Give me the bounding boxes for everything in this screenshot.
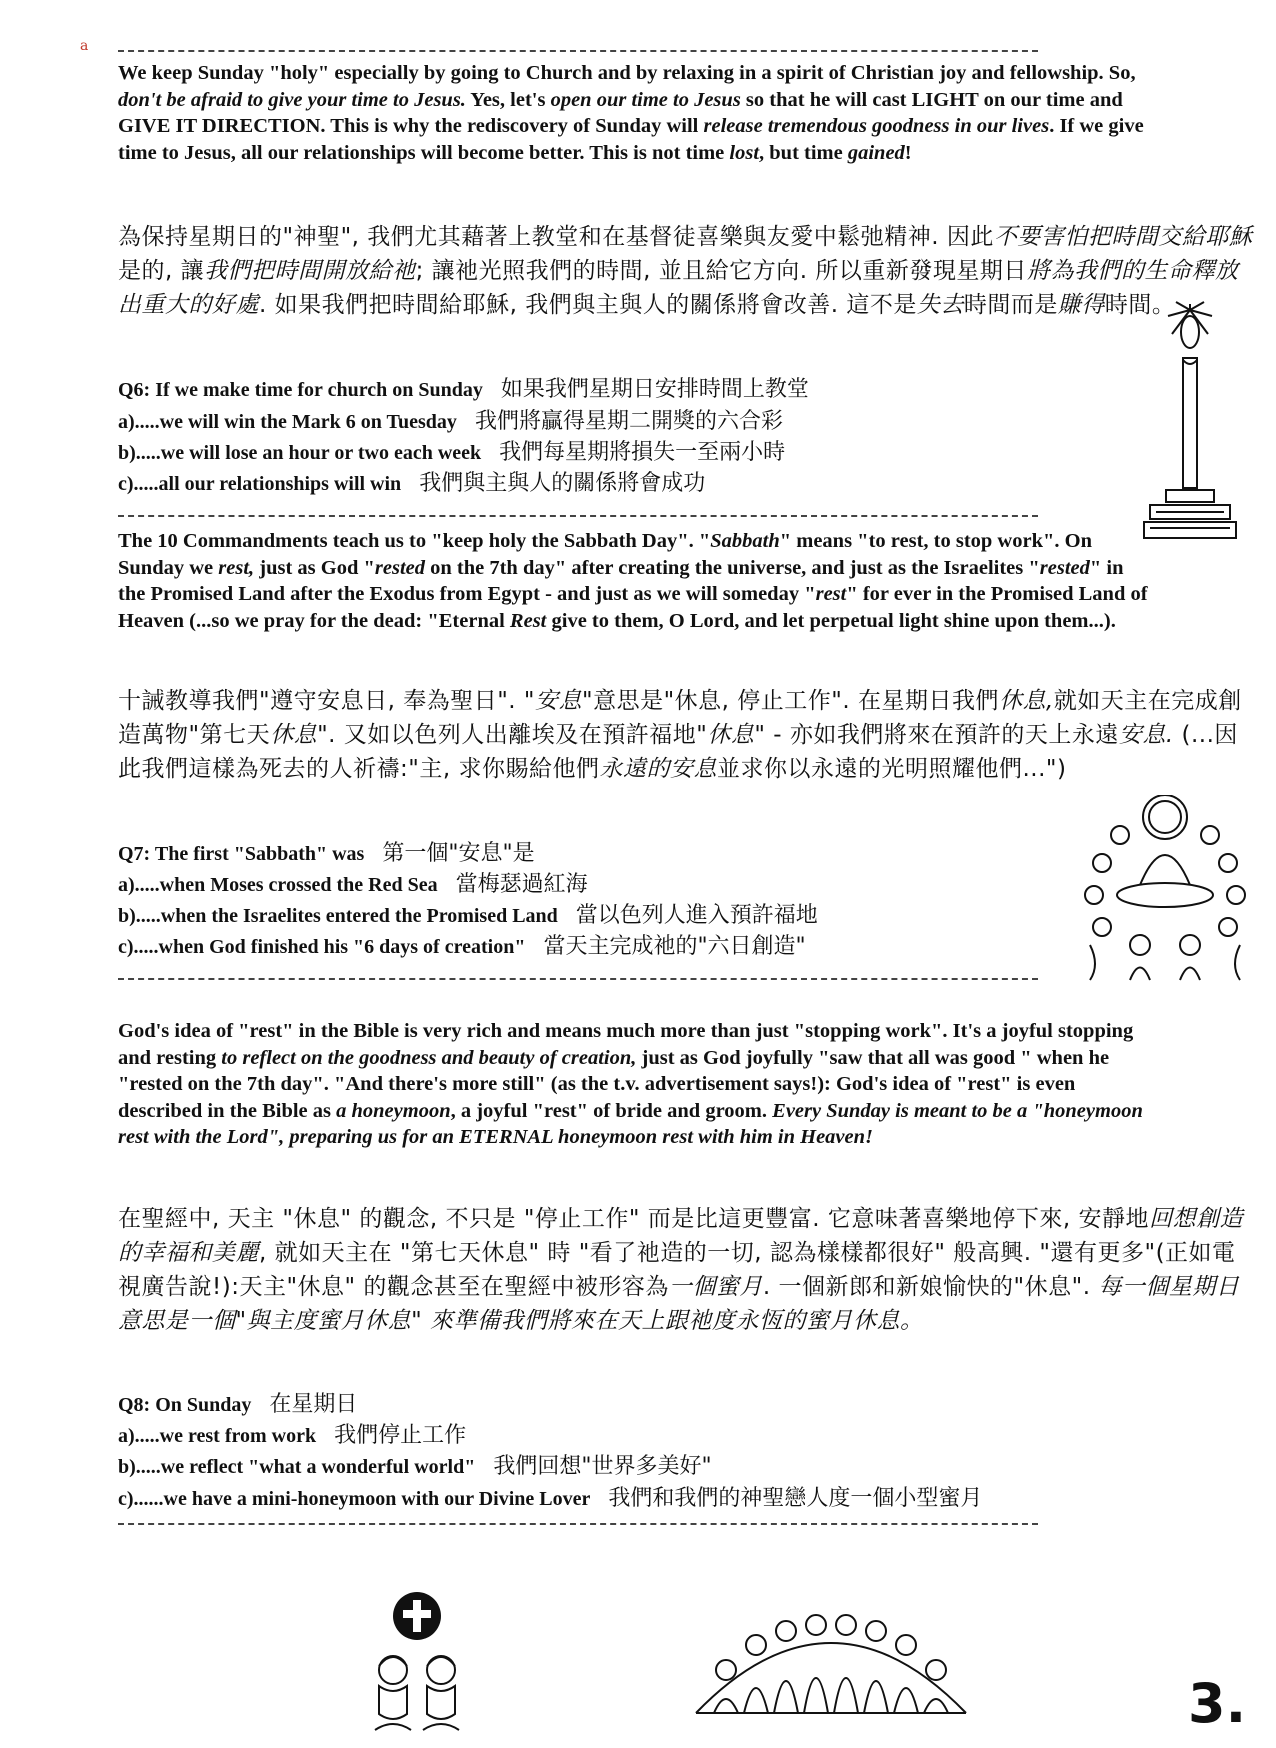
text-run: rested [1039, 556, 1090, 579]
text-run: 安息. [1118, 722, 1174, 748]
q8-option-a[interactable]: a).....we rest from work 我們停止工作 [118, 1423, 467, 1448]
q6-option-b[interactable]: b).....we will lose an hour or two each week 我們每星期將損失一至兩小時 [118, 440, 786, 465]
text-run: on the 7th day" after creating the universe, and just as the Israelites " [425, 556, 1040, 579]
text-run: . 一個新郎和新娘愉快的"休息". [762, 1274, 1099, 1300]
text-run: 為保持星期日的"神聖", 我們尤其藉著上教堂和在基督徒喜樂與友愛中鬆弛精神. 因此 [118, 224, 994, 250]
text-run: open our time to Jesus [550, 88, 741, 111]
text-run: 賺得 [1057, 292, 1105, 318]
text-run: give to them, O Lord, and let perpetual light shine upon them...). [546, 609, 1116, 632]
text-run: 一個蜜月 [668, 1274, 763, 1300]
text-run: 是的, 讓 [118, 258, 205, 284]
text-run: 回想創造的幸福和美麗 [118, 1206, 1244, 1266]
q6-option-a[interactable]: a).....we will win the Mark 6 on Tuesday 我們將贏得星期二開獎的六合彩 [118, 409, 783, 434]
section3-chinese [118, 1202, 1256, 1338]
corner-mark: a [80, 38, 89, 54]
section3-english [118, 1018, 1148, 1151]
candle-illustration-icon [1130, 300, 1250, 545]
text-run: so that he will cast LIGHT on our time and GIVE IT DIRECTION. This is why the rediscovery of Sunday will [118, 88, 1123, 137]
text-run: " in the Promised Land after the Exodus from Egypt - and just as we will someday " [118, 556, 1124, 605]
text-run: (...因此我們這樣為死去的人祈禱:"主, 求你賜給他們 [118, 722, 1238, 782]
page-number: 3. [1188, 1672, 1247, 1735]
text-run: . 如果我們把時間給耶穌, 我們與主與人的關係將會改善. 這不是 [259, 292, 917, 318]
text-run: 休息, [998, 688, 1054, 714]
text-run: " means "to rest, to stop work". On Sunday we [118, 530, 1092, 579]
section1-english [118, 60, 1148, 166]
text-run: , but time [759, 141, 848, 164]
text-run: , a joyful "rest" of bride and groom. [450, 1099, 773, 1122]
text-run: 永遠的安息 [599, 756, 717, 782]
q7-option-a[interactable]: a).....when Moses crossed the Red Sea 當梅瑟過紅海 [118, 872, 588, 897]
congregation-illustration-icon [686, 1595, 976, 1720]
text-run: Yes, let's [465, 88, 551, 111]
text-run: release tremendous goodness in our lives [703, 115, 1050, 137]
text-run: ! [904, 141, 912, 164]
text-run: 十誡教導我們"遵守安息日, 奉為聖日". " [118, 688, 535, 714]
divider-q8 [118, 1523, 1038, 1525]
section2-english [118, 528, 1148, 634]
last-supper-illustration-icon [1080, 795, 1250, 985]
text-run: 在聖經中, 天主 "休息" 的觀念, 不只是 "停止工作" 而是比這更豐富. 它意味著喜樂地停下來, 安靜地 [118, 1206, 1150, 1232]
q7-option-b[interactable]: b).....when the Israelites entered the Promised Land 當以色列人進入預許福地 [118, 903, 818, 928]
q8-question: Q8: On Sunday 在星期日 [118, 1392, 358, 1417]
children-praying-illustration-icon [355, 1590, 475, 1740]
text-run: 休息 [707, 722, 755, 748]
q8-option-c[interactable]: c)......we have a mini-honeymoon with our Divine Lover 我們和我們的神聖戀人度一個小型蜜月 [118, 1486, 983, 1511]
text-run: Every Sunday is meant to be a "honeymoon rest with the Lord", preparing us for an ETERNAL honeymoon rest with him in Heaven! [118, 1099, 1143, 1148]
text-run: a honeymoon [336, 1099, 451, 1122]
text-run: rest, [218, 556, 255, 579]
q7-question: Q7: The first "Sabbath" was 第一個"安息"是 [118, 841, 535, 866]
text-run: just as God joyfully "saw that all was good " when he "rested on the 7th day". "And there's more still" (as the t.v. advertisement says!): God's idea of "rest" is even described in the Bible as [118, 1046, 1110, 1122]
text-run: , 就如天主在 "第七天休息" 時 "看了祂造的一切, 認為樣樣都很好" 般高興. "還有更多"(正如電視廣告說!):天主"休息" 的觀念甚至在聖經中被形容為 [118, 1240, 1236, 1300]
text-run: We keep Sunday "holy" especially by going to Church and by relaxing in a spirit of Christian joy and fellowship. So, [118, 62, 1136, 84]
text-run: 時間而是 [963, 292, 1058, 318]
text-run: " - 亦如我們將來在預許的天上永遠 [754, 722, 1119, 748]
q8-option-b[interactable]: b).....we reflect "what a wonderful world" 我們回想"世界多美好" [118, 1454, 712, 1479]
text-run: lost [729, 141, 760, 164]
text-run: don't be afraid to give your time to Jesus. [118, 88, 466, 111]
text-run: rest [815, 583, 847, 605]
text-run: 休息 [270, 722, 318, 748]
divider-q7 [118, 978, 1038, 980]
section1-chinese [118, 220, 1256, 322]
text-run: to reflect on the goodness and beauty of creation, [221, 1046, 637, 1069]
text-run: rested [374, 556, 425, 579]
q7-option-c[interactable]: c).....when God finished his "6 days of creation" 當天主完成祂的"六日創造" [118, 934, 806, 959]
text-run: Rest [509, 609, 547, 632]
divider-top [118, 50, 1038, 52]
text-run: gained [847, 141, 905, 164]
text-run: 每一個星期日意思是一個"與主度蜜月休息" 來準備我們將來在天上跟祂度永恆的蜜月休息。 [118, 1274, 1240, 1334]
q6-option-c[interactable]: c).....all our relationships will win 我們與主與人的關係將會成功 [118, 471, 706, 496]
text-run: 就如天主在完成創造萬物"第七天 [118, 688, 1242, 748]
text-run: God's idea of "rest" in the Bible is very rich and means much more than just "stopping work". It's a joyful stopping and resting [118, 1020, 1134, 1069]
text-run: 我們把時間開放給祂 [204, 258, 416, 284]
section2-chinese [118, 684, 1256, 786]
text-run: 失去 [916, 292, 964, 318]
text-run: ". 又如以色列人出離埃及在預許福地" [317, 722, 708, 748]
text-run: " for ever in the Promised Land of Heaven (...so we pray for the dead: "Eternal [118, 583, 1148, 632]
text-run: 不要害怕把時間交給耶穌 [993, 224, 1253, 250]
text-run: just as God " [254, 556, 375, 579]
text-run: ; 讓祂光照我們的時間, 並且給它方向. 所以重新發現星期日 [415, 258, 1027, 284]
text-run: 時間。 [1104, 292, 1176, 318]
text-run: 將為我們的生命釋放出重大的好處 [118, 258, 1239, 318]
divider-q6 [118, 515, 1038, 517]
text-run: 並求你以永遠的光明照耀他們...") [716, 756, 1067, 782]
text-run: . If we give time to Jesus, all our relationships will become better. This is not time [118, 115, 1144, 164]
q6-question: Q6: If we make time for church on Sunday 如果我們星期日安排時間上教堂 [118, 377, 809, 402]
text-run: Sabbath [710, 530, 780, 552]
text-run: "意思是"休息, 停止工作". 在星期日我們 [581, 688, 999, 714]
text-run: 安息 [534, 688, 582, 714]
text-run: The 10 Commandments teach us to "keep holy the Sabbath Day". " [118, 530, 711, 552]
